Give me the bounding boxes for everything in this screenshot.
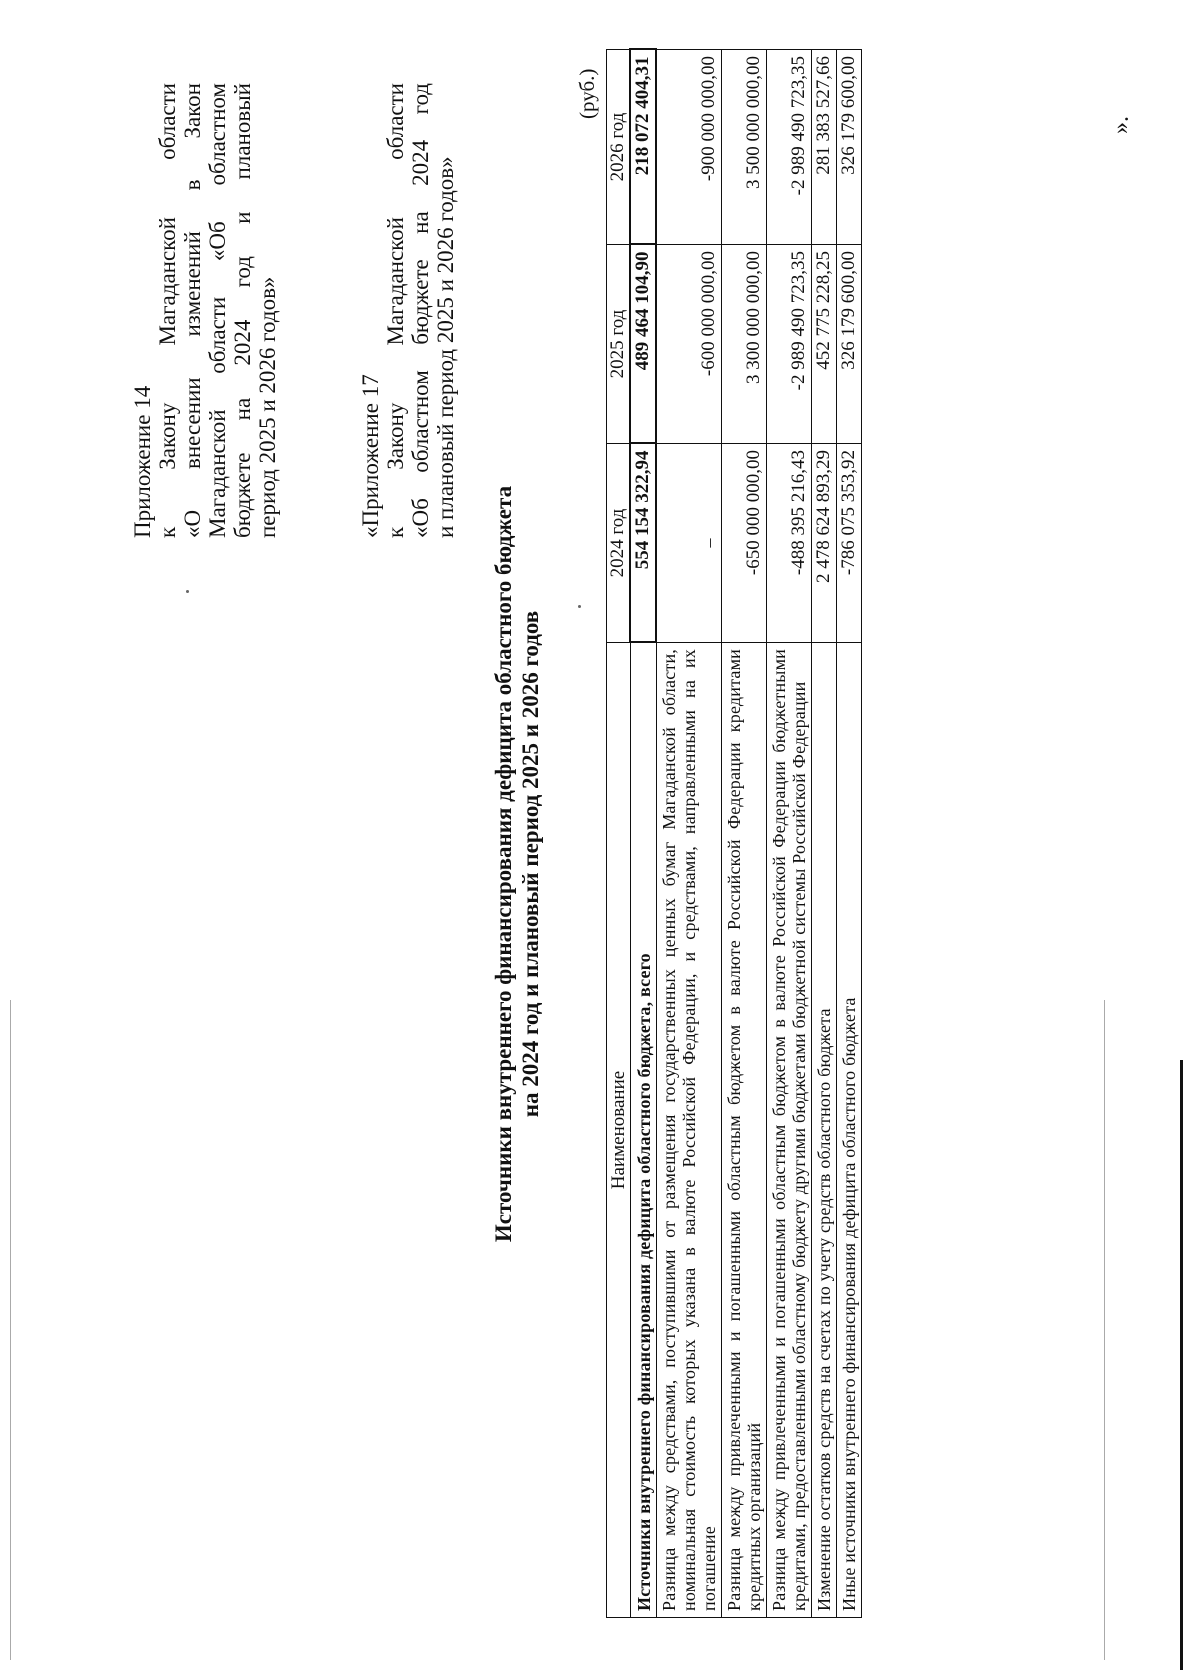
- row-name: Источники внутреннего финансирования дефицита областного бюджета, всего: [630, 643, 656, 1618]
- title-line-2: на 2024 год и плановый период 2025 и 2026 годов: [518, 610, 543, 1118]
- appendix-line: «О внесении изменений в Закон: [180, 83, 205, 538]
- appendix-line: к Закону Магаданской области: [383, 83, 408, 538]
- row-value-2026: 3 500 000 000,00: [721, 50, 766, 245]
- appendix-line: «Приложение 17: [358, 374, 383, 538]
- appendix-line: «Об областном бюджете на 2024 год: [408, 83, 433, 538]
- row-value-2024: -786 075 353,92: [836, 444, 861, 643]
- row-value-2025: 489 464 104,90: [630, 245, 656, 444]
- row-value-2026: 281 383 527,66: [811, 50, 836, 245]
- appendix-line: и плановый период 2025 и 2026 годов»: [433, 156, 458, 538]
- appendix-line: Приложение 14: [130, 385, 155, 538]
- appendix-14-block: [130, 83, 280, 538]
- row-name: Разница между средствами, поступившими от размещения государственных ценных бумаг Магаданской области, номинальная стоимость которых указана в валюте Российской Федерации, и средствами, направленными на их погашение: [656, 643, 721, 1618]
- row-value-2026: 218 072 404,31: [630, 50, 656, 245]
- table-row: [836, 50, 861, 1618]
- row-value-2026: 326 179 600,00: [836, 50, 861, 245]
- header-name: Наименование: [607, 643, 631, 1618]
- unit-label: (руб.): [575, 68, 599, 119]
- row-value-2025: -2 989 490 723,35: [766, 245, 811, 444]
- table-row-total: [630, 50, 656, 1618]
- table-row: [766, 50, 811, 1618]
- row-name: Иные источники внутреннего финансирования дефицита областного бюджета: [836, 643, 861, 1618]
- row-value-2024: 2 478 624 893,29: [811, 444, 836, 643]
- table-row: [811, 50, 836, 1618]
- row-name: Разница между привлеченными и погашенными областным бюджетом в валюте Российской Федерации бюджетными кредитами, предоставленными областному бюджету другими бюджетами бюджетной системы Российской Федерации: [766, 643, 811, 1618]
- row-value-2026: -900 000 000,00: [656, 50, 721, 245]
- row-name: Изменение остатков средств на счетах по учету средств областного бюджета: [811, 643, 836, 1618]
- appendix-line: бюджете на 2024 год и плановый: [230, 83, 255, 538]
- appendix-line: к Закону Магаданской области: [155, 83, 180, 538]
- row-name: Разница между привлеченными и погашенными областным бюджетом в валюте Российской Федерации кредитами кредитных организаций: [721, 643, 766, 1618]
- appendix-line: период 2025 и 2026 годов»: [255, 276, 280, 538]
- appendix-17-block: [358, 83, 458, 538]
- appendix-line: Магаданской области «Об областном: [205, 83, 230, 538]
- header-2025: 2025 год: [607, 245, 631, 444]
- title-line-1: Источники внутреннего финансирования дефицита областного бюджета: [491, 485, 516, 1243]
- table-row: [721, 50, 766, 1618]
- financing-table: [606, 49, 862, 1619]
- closing-quote: ».: [1108, 116, 1134, 134]
- row-value-2024: –: [656, 444, 721, 643]
- row-value-2025: 452 775 228,25: [811, 245, 836, 444]
- row-value-2025: -600 000 000,00: [656, 245, 721, 444]
- row-value-2024: 554 154 322,94: [630, 444, 656, 643]
- document-title: [490, 164, 544, 1564]
- row-value-2025: 326 179 600,00: [836, 245, 861, 444]
- row-value-2025: 3 300 000 000,00: [721, 245, 766, 444]
- row-value-2024: -488 395 216,43: [766, 444, 811, 643]
- header-2024: 2024 год: [607, 444, 631, 643]
- table-header-row: [607, 50, 631, 1618]
- table-row: [656, 50, 721, 1618]
- row-value-2026: -2 989 490 723,35: [766, 50, 811, 245]
- row-value-2024: -650 000 000,00: [721, 444, 766, 643]
- header-2026: 2026 год: [607, 50, 631, 245]
